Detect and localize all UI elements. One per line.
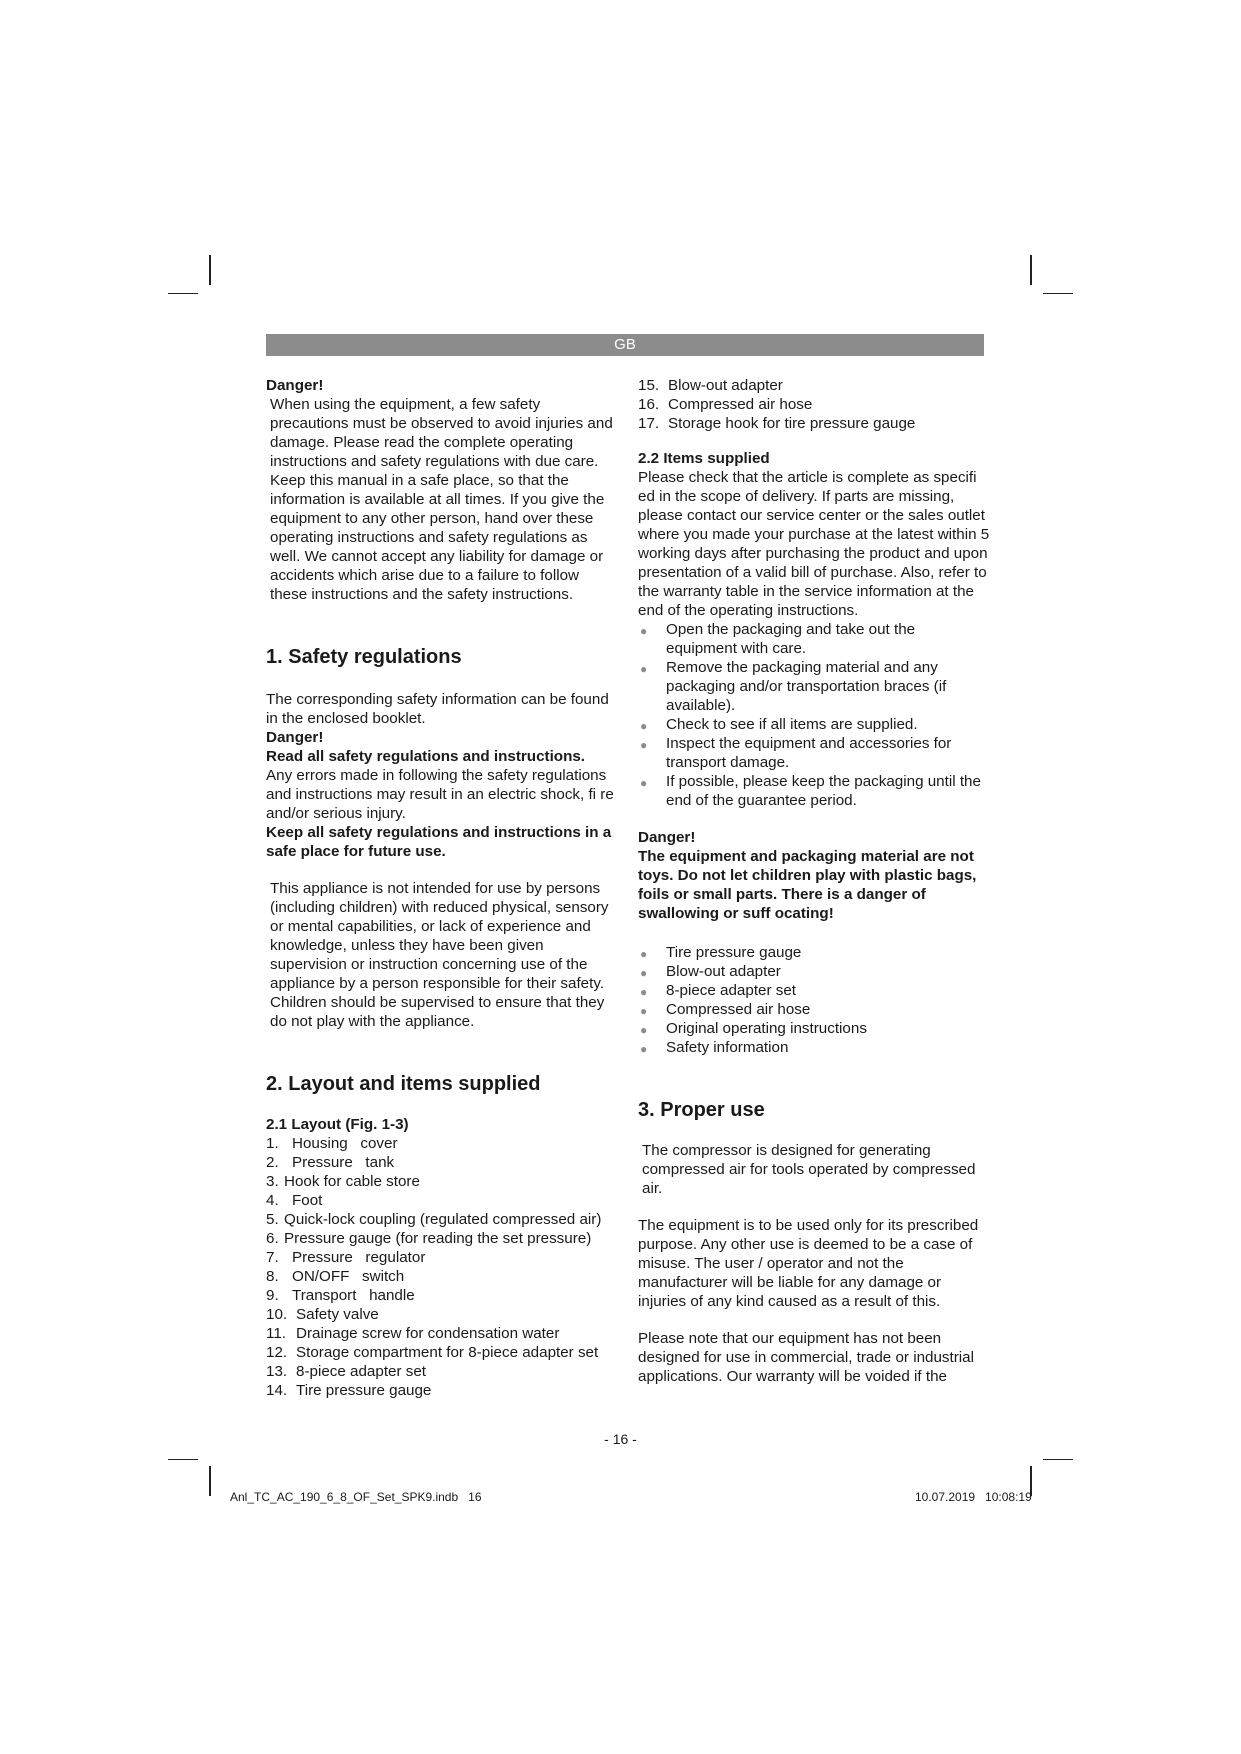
bullet-icon: ● (640, 719, 648, 733)
list-item: 8. ON/OFF switch (266, 1268, 405, 1285)
danger-title: Danger! (266, 377, 324, 394)
list-item: ● Tire pressure gauge (638, 943, 990, 962)
list-item: 11. Drainage screw for condensation water (266, 1325, 560, 1342)
safety-danger-title: Danger! (266, 729, 324, 746)
list-item: ● Compressed air hose (638, 1000, 990, 1019)
crop-mark (209, 255, 211, 285)
right-column (638, 376, 990, 1386)
page-number: - 16 - (604, 1431, 637, 1447)
layout-list-continued (638, 376, 990, 433)
list-item: 1. Housing cover (266, 1135, 398, 1152)
section-title-proper-use: 3. Proper use (638, 1099, 765, 1121)
list-item: 16. Compressed air hose (638, 396, 813, 413)
list-item: 5. Quick-lock coupling (regulated compressed air) (266, 1211, 602, 1228)
danger-text: The equipment and packaging material are not toys. Do not let children play with plastic bags, foils or small parts. There is a danger of swallowing or suff ocating! (638, 848, 977, 922)
proper-use-text-1: The compressor is designed for generating compressed air for tools operated by compressed air. (642, 1142, 976, 1197)
bullet-icon: ● (640, 624, 648, 638)
bullet-icon: ● (640, 1004, 648, 1018)
list-item: 7. Pressure regulator (266, 1249, 426, 1266)
list-item: ● Check to see if all items are supplied. (638, 715, 990, 734)
list-item: ● 8-piece adapter set (638, 981, 990, 1000)
list-item: ● Open the packaging and take out the equipment with care. (640, 621, 916, 657)
bullet-icon: ● (640, 1042, 648, 1056)
bullet-icon: ● (640, 1023, 648, 1037)
safety-bold-1: Read all safety regulations and instructions. (266, 748, 586, 765)
list-item: ● If possible, please keep the packaging until the end of the guarantee period. (640, 773, 981, 809)
crop-mark (1043, 293, 1073, 294)
safety-intro: The corresponding safety information can be found in the enclosed booklet. (266, 691, 609, 727)
crop-mark (168, 1459, 198, 1460)
layout-subtitle: 2.1 Layout (Fig. 1-3) (266, 1116, 409, 1133)
bullet-icon: ● (640, 776, 648, 790)
list-item: 3. Hook for cable store (266, 1173, 420, 1190)
bullet-icon: ● (640, 738, 648, 752)
bullet-icon: ● (640, 985, 648, 999)
list-item: ● Remove the packaging material and any packaging and/or transportation braces (if available). (640, 659, 947, 714)
language-header: GB (266, 334, 984, 356)
proper-use-text-3: Please note that our equipment has not been designed for use in commercial, trade or industrial applications. Our warranty will be voided if the (638, 1330, 974, 1385)
layout-list (266, 1134, 614, 1400)
crop-mark (168, 293, 198, 294)
list-item: ● Inspect the equipment and accessories for transport damage. (640, 735, 952, 771)
proper-use-text-2: The equipment is to be used only for its prescribed purpose. Any other use is deemed to be a case of misuse. The user / operator and not the manufacturer will be liable for any damage or injuries of any kind caused as a result of this. (638, 1217, 979, 1310)
footer-timestamp: 10.07.2019 10:08:19 (915, 1490, 1032, 1504)
danger-text: When using the equipment, a few safety precautions must be observed to avoid injuries and damage. Please read the complete operating instructions and safety regulations with due care. Keep this manual in a safe place, so that the information is available at all times. If you give the equipment to any other person, hand over these operating instructions and safety regulations as well. We cannot accept any liability for damage or accidents which arise due to a failure to follow these instructions and the safety instructions. (270, 396, 613, 603)
bullet-icon: ● (640, 947, 648, 961)
crop-mark (209, 1466, 211, 1496)
list-item: 4. Foot (266, 1192, 323, 1209)
section-title-layout: 2. Layout and items supplied (266, 1073, 541, 1095)
items-supplied-subtitle: 2.2 Items supplied (638, 450, 770, 467)
list-item: 10. Safety valve (266, 1306, 379, 1323)
list-item: 17. Storage hook for tire pressure gauge (638, 415, 916, 432)
footer-filename: Anl_TC_AC_190_6_8_OF_Set_SPK9.indb 16 (230, 1490, 482, 1504)
unpack-steps (638, 620, 990, 810)
list-item: 14. Tire pressure gauge (266, 1382, 432, 1399)
section-title-safety: 1. Safety regulations (266, 646, 462, 668)
crop-mark (1043, 1459, 1073, 1460)
crop-mark (1030, 255, 1032, 285)
list-item: ● Safety information (638, 1038, 990, 1057)
supplied-items-list (638, 943, 990, 1057)
items-supplied-text: Please check that the article is complete as specifi ed in the scope of delivery. If parts are missing, please contact our service center or the sales outlet where you made your purchase at the latest within 5 working days after purchasing the product and upon presentation of a valid bill of purchase. Also, refer to the warranty table in the service information at the end of the operating instructions. (638, 469, 990, 619)
danger-title: Danger! (638, 829, 696, 846)
bullet-icon: ● (640, 966, 648, 980)
safety-bold-2: Keep all safety regulations and instructions in a safe place for future use. (266, 824, 612, 860)
list-item: 9. Transport handle (266, 1287, 415, 1304)
list-item: 15. Blow-out adapter (638, 377, 783, 394)
list-item: 6. Pressure gauge (for reading the set pressure) (266, 1230, 592, 1247)
list-item: 2. Pressure tank (266, 1154, 395, 1171)
list-item: 12. Storage compartment for 8-piece adapter set (266, 1344, 599, 1361)
appliance-notice: This appliance is not intended for use by persons (including children) with reduced physical, sensory or mental capabilities, or lack of experience and knowledge, unless they have been given supervision or instruction concerning use of the appliance by a person responsible for their safety. Children should be supervised to ensure that they do not play with the appliance. (270, 880, 609, 1030)
bullet-icon: ● (640, 662, 648, 676)
safety-text: Any errors made in following the safety regulations and instructions may result in an electric shock, fi re and/or serious injury. (266, 767, 614, 822)
list-item: 13. 8-piece adapter set (266, 1363, 427, 1380)
list-item: ● Blow-out adapter (638, 962, 990, 981)
left-column (266, 376, 614, 1400)
list-item: ● Original operating instructions (638, 1019, 990, 1038)
